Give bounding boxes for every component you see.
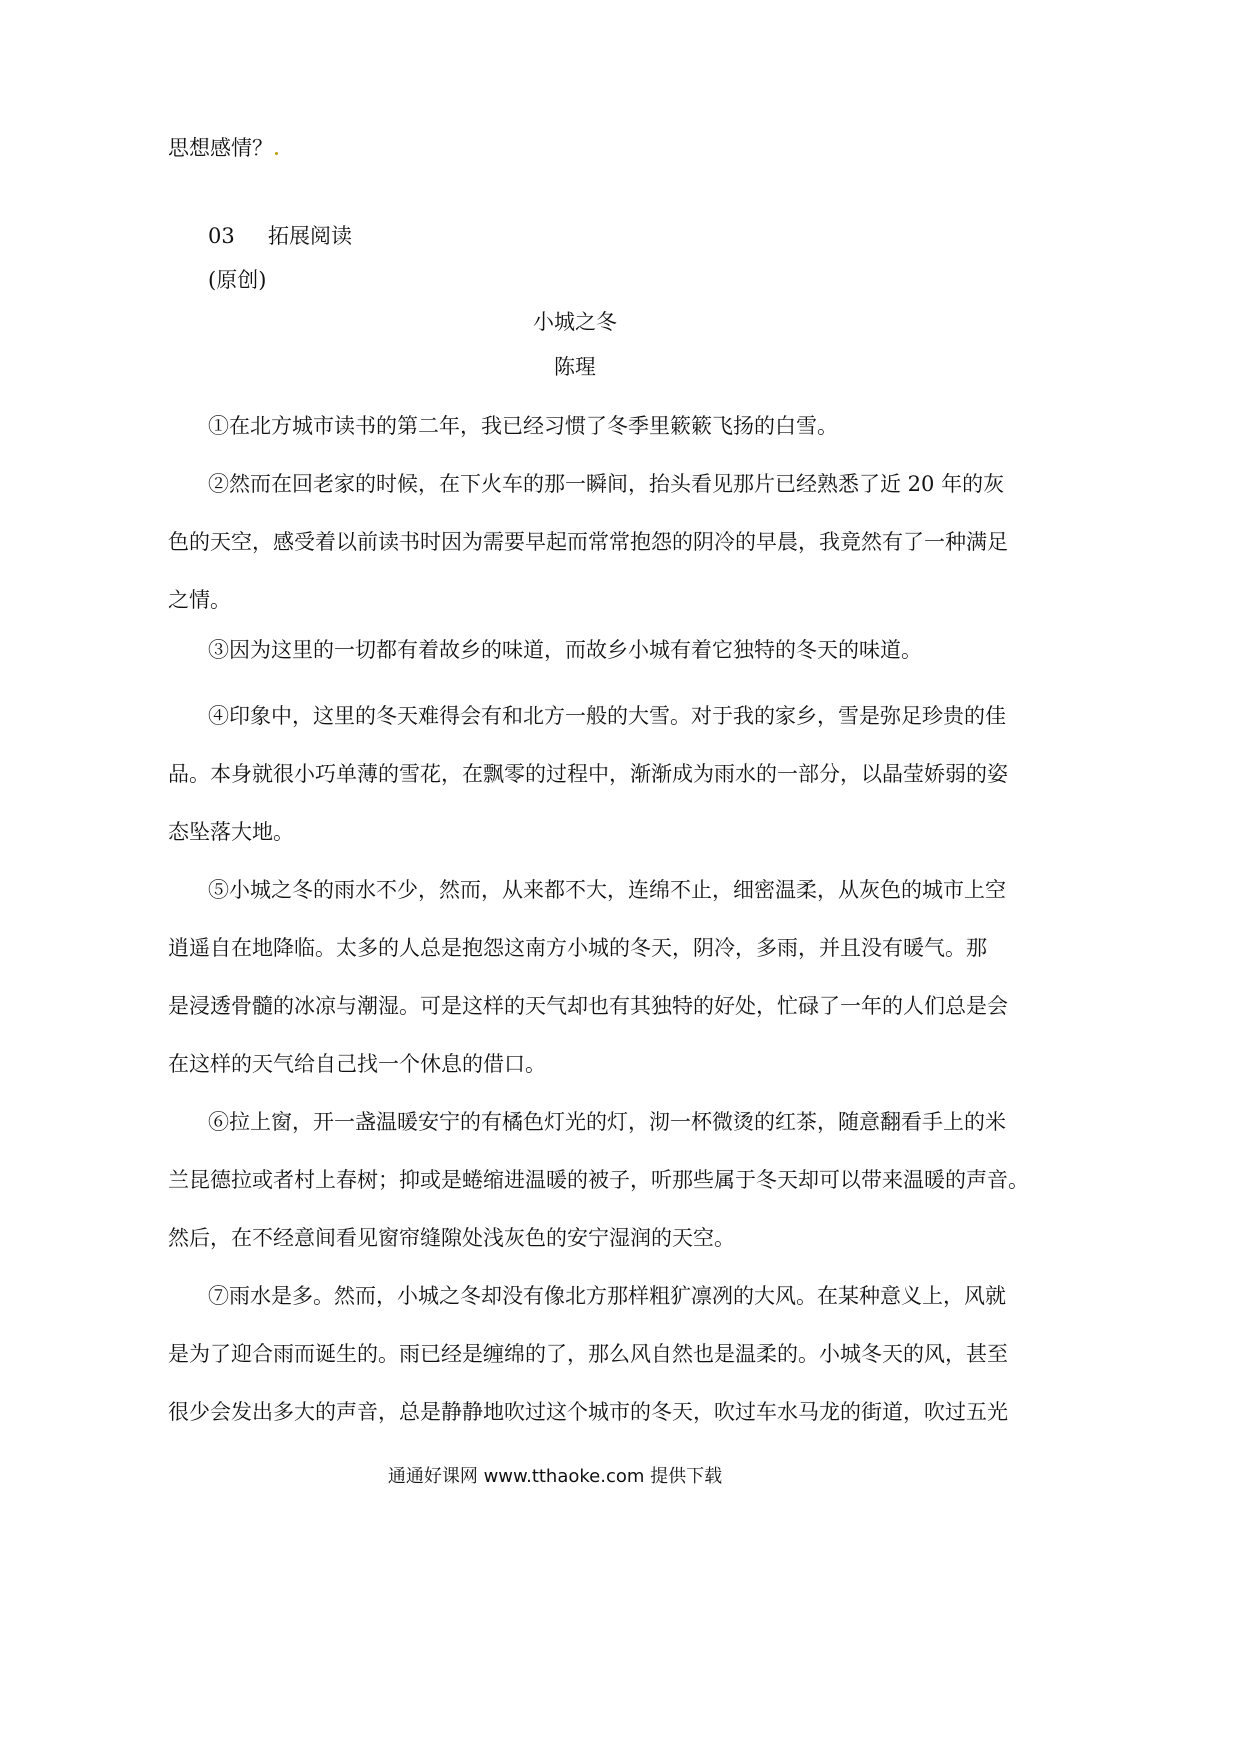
paragraph-6-line-3: 然后，在不经意间看见窗帘缝隙处浅灰色的安宁湿润的天空。 (168, 1226, 735, 1250)
paragraph-2-line-1: ②然而在回老家的时候，在下火车的那一瞬间，抬头看见那片已经熟悉了近 20 年的灰 (208, 472, 1005, 496)
section-title: 拓展阅读 (268, 224, 352, 248)
paragraph-1-line-1: ①在北方城市读书的第二年，我已经习惯了冬季里簌簌飞扬的白雪。 (208, 414, 838, 438)
source-note: (原创) (208, 268, 267, 292)
top-line-text: 思想感情？ (168, 136, 273, 160)
paragraph-5-line-2: 逍遥自在地降临。太多的人总是抱怨这南方小城的冬天，阴冷，多雨，并且没有暖气。那 (168, 936, 987, 960)
paragraph-7-line-1: ⑦雨水是多。然而，小城之冬却没有像北方那样粗犷凛冽的大风。在某种意义上，风就 (208, 1284, 1006, 1308)
article-title: 小城之冬 (533, 310, 617, 334)
paragraph-7-line-2: 是为了迎合雨而诞生的。雨已经是缠绵的了，那么风自然也是温柔的。小城冬天的风，甚至 (168, 1342, 1008, 1366)
top-line (168, 138, 278, 159)
dot-mark (275, 152, 278, 155)
paragraph-4-line-2: 品。本身就很小巧单薄的雪花，在飘零的过程中，渐渐成为雨水的一部分，以晶莹娇弱的姿 (168, 762, 1008, 786)
paragraph-4-line-1: ④印象中，这里的冬天难得会有和北方一般的大雪。对于我的家乡，雪是弥足珍贵的佳 (208, 704, 1006, 728)
section-number: 03 (208, 224, 235, 248)
article-author: 陈瑆 (554, 355, 596, 379)
paragraph-5-line-4: 在这样的天气给自己找一个休息的借口。 (168, 1052, 546, 1076)
paragraph-2-line-3: 之情。 (168, 588, 231, 612)
paragraph-3-line-1: ③因为这里的一切都有着故乡的味道，而故乡小城有着它独特的冬天的味道。 (208, 638, 922, 662)
paragraph-4-line-3: 态坠落大地。 (168, 820, 294, 844)
paragraph-5-line-3: 是浸透骨髓的冰凉与潮湿。可是这样的天气却也有其独特的好处，忙碌了一年的人们总是会 (168, 994, 1008, 1018)
paragraph-7-line-3: 很少会发出多大的声音，总是静静地吹过这个城市的冬天，吹过车水马龙的街道，吹过五光 (168, 1400, 1008, 1424)
paragraph-5-line-1: ⑤小城之冬的雨水不少，然而，从来都不大，连绵不止，细密温柔，从灰色的城市上空 (208, 878, 1006, 902)
paragraph-6-line-1: ⑥拉上窗，开一盏温暖安宁的有橘色灯光的灯，沏一杯微烫的红茶，随意翻看手上的米 (208, 1110, 1006, 1134)
page-footer: 通通好课网 www.tthaoke.com 提供下载 (387, 1466, 723, 1487)
paragraph-6-line-2: 兰昆德拉或者村上春树；抑或是蜷缩进温暖的被子，听那些属于冬天却可以带来温暖的声音。 (168, 1168, 1029, 1192)
paragraph-2-line-2: 色的天空，感受着以前读书时因为需要早起而常常抱怨的阴冷的早晨，我竟然有了一种满足 (168, 530, 1008, 554)
